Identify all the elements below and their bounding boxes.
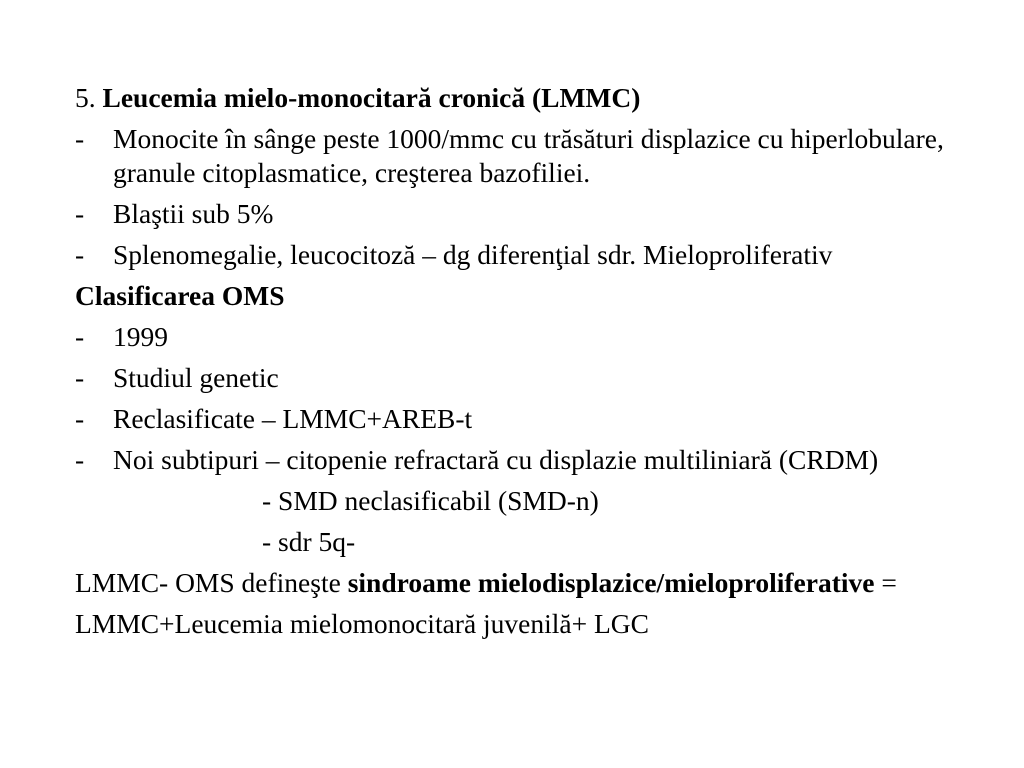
bullet-line-1: Monocite în sânge peste 1000/mmc cu trăsături displazice cu hiperlobulare, bbox=[113, 123, 944, 154]
bullet-marker: - bbox=[75, 321, 85, 352]
bullet-text: Splenomegalie, leucocitoză – dg diferenţial sdr. Mieloproliferativ bbox=[113, 239, 833, 270]
definition-line bbox=[75, 562, 994, 603]
bullet-marker: - bbox=[75, 362, 85, 393]
bullet-1999 bbox=[75, 316, 994, 357]
sub-item-sdr-5q: - sdr 5q- bbox=[262, 526, 356, 557]
bullet-text: Studiul genetic bbox=[113, 362, 279, 393]
bullet-blastii bbox=[75, 193, 994, 234]
bullet-text: Noi subtipuri – citopenie refractară cu displazie multiliniară (CRDM) bbox=[113, 444, 879, 475]
bullet-splenomegalie bbox=[75, 234, 994, 275]
sub-item-smd-neclasificabil: - SMD neclasificabil (SMD-n) bbox=[262, 485, 599, 516]
definition-normal-start: LMMC- OMS defineşte bbox=[75, 567, 348, 598]
definition-line-2: LMMC+Leucemia mielomonocitară juvenilă+ LGC bbox=[75, 608, 649, 639]
bullet-studiul-genetic bbox=[75, 357, 994, 398]
bullet-line-2: granule citoplasmatice, creşterea bazofiliei. bbox=[113, 157, 591, 188]
bullet-marker: - bbox=[75, 198, 85, 229]
title-text: Leucemia mielo-monocitară cronică (LMMC) bbox=[102, 82, 641, 113]
bullet-marker: - bbox=[75, 239, 85, 270]
bullet-text: Reclasificate – LMMC+AREB-t bbox=[113, 403, 473, 434]
bullet-noi-subtipuri bbox=[75, 439, 994, 480]
subheading-clasificarea-oms: Clasificarea OMS bbox=[75, 280, 285, 311]
title-number: 5. bbox=[75, 82, 103, 113]
bullet-marker: - bbox=[75, 403, 85, 434]
slide-title bbox=[75, 77, 994, 118]
definition-normal-end: = bbox=[874, 567, 897, 598]
definition-bold: sindroame mielodisplazice/mieloproliferative bbox=[347, 567, 875, 598]
bullet-text: Blaştii sub 5% bbox=[113, 198, 274, 229]
bullet-reclasificate bbox=[75, 398, 994, 439]
bullet-marker: - bbox=[75, 444, 85, 475]
bullet-marker: - bbox=[75, 123, 85, 154]
bullet-text: 1999 bbox=[113, 321, 168, 352]
bullet-monocite bbox=[75, 122, 994, 190]
